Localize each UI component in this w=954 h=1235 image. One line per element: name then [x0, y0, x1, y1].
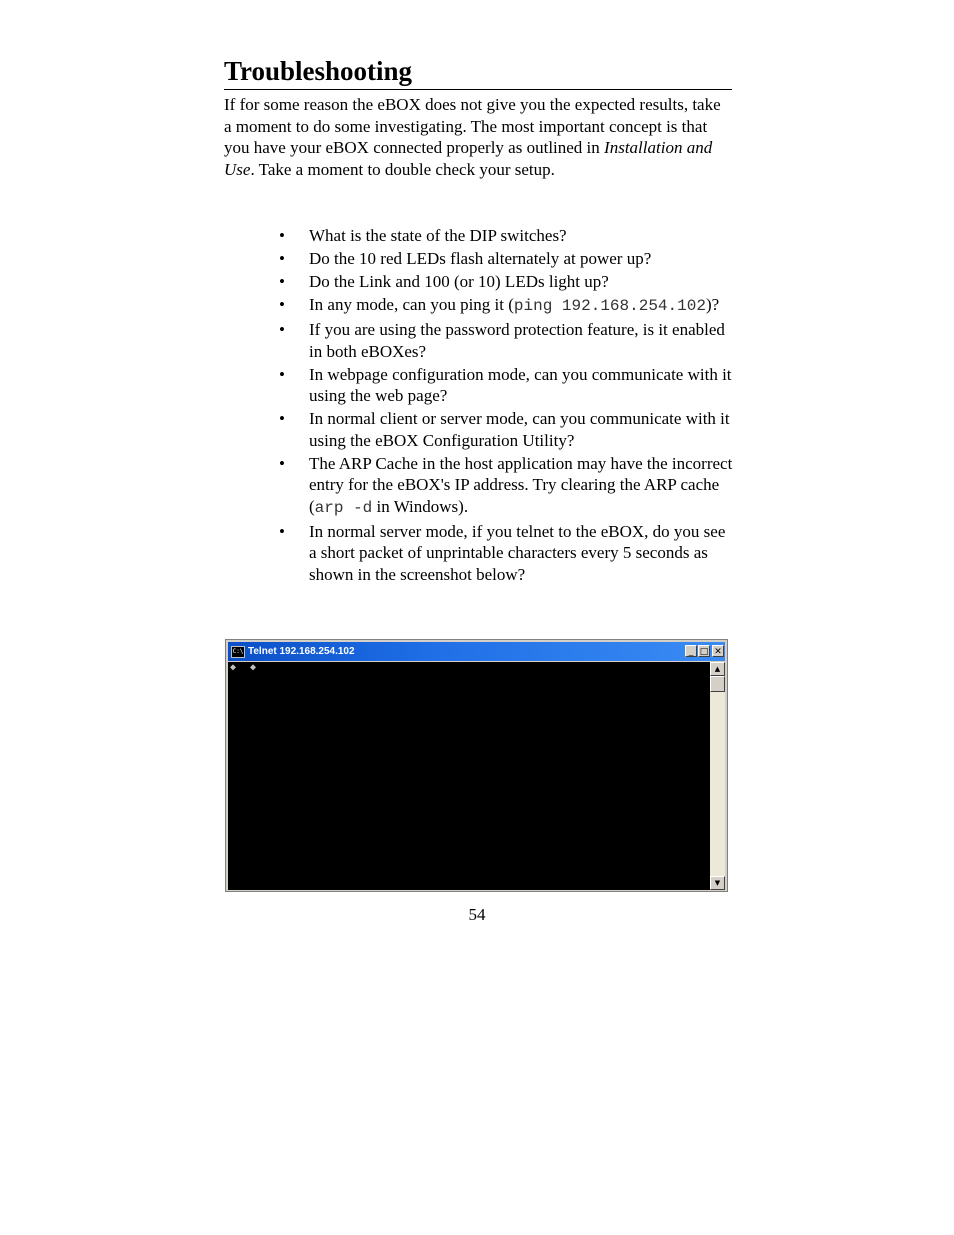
list-item: [276, 225, 736, 247]
troubleshooting-checklist: [276, 225, 736, 587]
bullet-icon: •: [279, 271, 285, 291]
list-item: [276, 408, 736, 451]
bullet-icon: •: [279, 521, 285, 541]
list-item-text: Do the Link and 100 (or 10) LEDs light up?: [309, 271, 609, 291]
telnet-console[interactable]: [228, 662, 710, 890]
list-item-text-end: in Windows).: [372, 496, 469, 516]
console-app-icon[interactable]: C:\: [231, 646, 245, 658]
list-item-text: If you are using the password protection feature, is it enabled in both eBOXes?: [309, 319, 725, 361]
vertical-scrollbar[interactable]: [710, 662, 725, 890]
list-item-text: In normal client or server mode, can you communicate with it using the eBOX Configuration Utility?: [309, 409, 730, 450]
page-number: 54: [468, 905, 486, 924]
list-item-text: In normal server mode, if you telnet to the eBOX, do you see a short packet of unprintable characters every 5 seconds as shown in the screenshot below?: [309, 521, 726, 585]
page-title: Troubleshooting: [224, 54, 732, 90]
unprintable-characters: ◆ ◆: [230, 662, 261, 673]
list-item-text-end: )?: [705, 294, 720, 314]
list-item-text: In webpage configuration mode, can you communicate with it using the web page?: [309, 364, 732, 406]
bullet-icon: •: [279, 453, 285, 473]
list-item-text: The ARP Cache in the host application may have the incorrect entry for the eBOX's IP address. Try clearing the ARP cache (: [309, 453, 733, 516]
minimize-icon[interactable]: _: [685, 645, 697, 657]
list-item: [276, 248, 736, 270]
bullet-icon: •: [279, 294, 285, 314]
intro-italic-reference: Installation and Use: [224, 138, 713, 179]
bullet-icon: •: [279, 248, 285, 268]
telnet-window-screenshot: [225, 639, 728, 892]
list-item: [276, 319, 736, 362]
scrollbar-thumb[interactable]: [710, 676, 725, 692]
list-item-text: In any mode, can you ping it (: [309, 294, 514, 314]
intro-text-after: . Take a moment to double check your setup.: [250, 159, 555, 179]
bullet-icon: •: [279, 364, 285, 384]
scroll-down-icon[interactable]: ▼: [710, 876, 725, 890]
ping-command: ping 192.168.254.102: [513, 296, 706, 315]
list-item: [276, 521, 736, 586]
arp-command: arp -d: [314, 498, 373, 517]
list-item: [276, 453, 736, 520]
list-item: [276, 271, 736, 293]
list-item-text: Do the 10 red LEDs flash alternately at power up?: [309, 248, 652, 268]
telnet-window-title: Telnet 192.168.254.102: [248, 646, 355, 657]
bullet-icon: •: [279, 409, 285, 429]
close-icon[interactable]: ✕: [712, 645, 724, 657]
intro-paragraph: [224, 94, 732, 180]
list-item: [276, 364, 736, 407]
bullet-icon: •: [279, 226, 285, 245]
scroll-up-icon[interactable]: ▲: [710, 662, 725, 676]
list-item-text: What is the state of the DIP switches?: [309, 226, 567, 245]
intro-text-before: If for some reason the eBOX does not give you the expected results, take a moment to do some investigating. The most important concept is that you have your eBOX connected properly as outlined in: [224, 95, 721, 158]
bullet-icon: •: [279, 319, 285, 339]
telnet-title-bar[interactable]: [228, 642, 725, 661]
maximize-icon[interactable]: □: [699, 647, 709, 657]
list-item: [276, 294, 736, 318]
